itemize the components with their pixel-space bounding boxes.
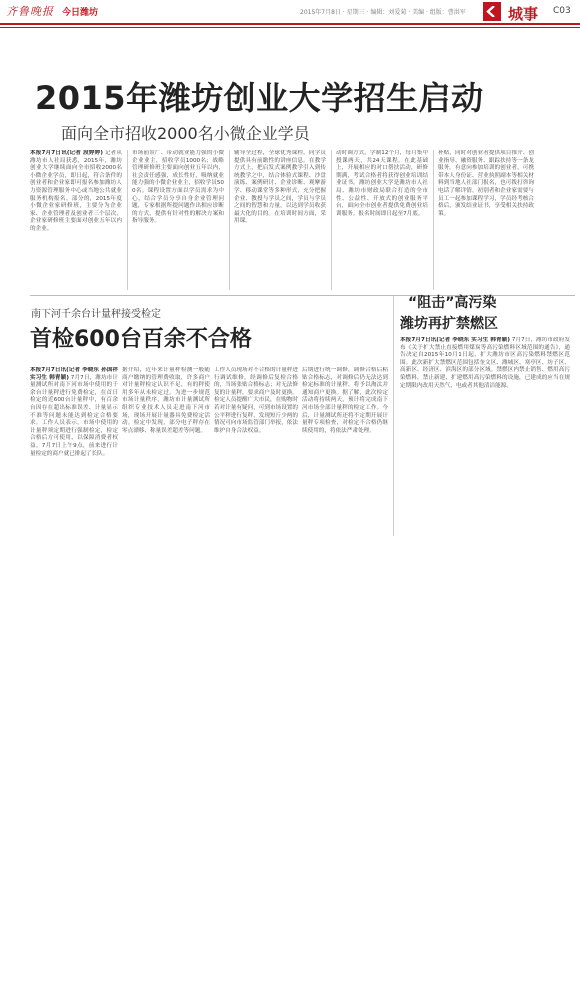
column-text: 据介绍，近年来计量秤检测一般随商户缴纳的管理费收取，许多商户对计量秤检定认识不足，有的秤使用多年从未检定过。为进一步规范市场计量秩序，潍坊市计量测试所组织专业技术人员走进南下河市场，现场开展计量器具免费检定活动。检定中发现，部分电子秤存在零点漂移、称量误差超差等问题。: [122, 367, 210, 434]
page-number: C03: [553, 6, 571, 16]
story2-headline: 首检600台百余不合格: [30, 327, 252, 352]
column-text: 辅导全过程，全球优秀课程，向学员提供具有前瞻性的讲座信息。在教学方式上，把启发式案例教学引入到传统教学之中，结合体验式课程、沙盘演练、案例研讨、企业诊断、观摩游学、移动课堂等多种形式，充分把握企业、教授与学员之间，学员与学员之间的智慧和力量，以达到学员收获最大化的目的。在培训时间方面，采用课。: [234, 150, 326, 225]
main-column-4: [336, 150, 428, 290]
story2-column-4: [302, 367, 388, 537]
column-text: 记者从潍坊市人社局获悉，2015年，潍坊创业大学继续面向全市招收2000名小微企业学员，即日起，符合条件的创业者和企业家即可报名参加潍坊人力资源管理服务中心或当地公共就业服务机构报名。部分的，2015年度小微企业家研修班，主要分为企业家、企业管理者及创业者三个层次，企业家研修班主要面对创业五年以内的企业。: [30, 150, 122, 232]
story3-headline-line1: “阻击”高污染: [408, 295, 497, 311]
blank-area: [0, 545, 580, 981]
section-label-left: 今日潍坊: [62, 8, 99, 18]
story2-column-2: [122, 367, 210, 537]
column-text: 市场前景广、带动就业能力强的小微企业业主，招收学员1000名；战略管理研修班主要面向创业五年以内，社会责任感强，成长性好，吸纳就业能力强的小微企业业主，招收学员500名。课程设置方面以学员需求为中心，结合学员分享自身企业管理问题，专家根据所提问题作出相应诊断的方式，提供有针对性的解决方案和指导服务。: [132, 150, 224, 225]
column-divider: [331, 150, 332, 290]
column-text: 7月7日，潍坊市计量测试所对南下河市场中使用的千余台计量秤进行免费检定，在首日检定的近600台计量秤中，有百余台因存在超出标准误差、计量显示不准等问题未能达到检定合格要求。工作人员表示，市场中使用的计量秤须定期进行强制检定，检定合格后方可使用，以保障消费者权益。7月7日上午9点，前来进行计量检定的商户就已排起了长队。: [30, 374, 118, 457]
column-divider: [393, 296, 394, 536]
issue-info: 2015年7月8日 · 星期三 · 编辑：刘爱菊 · 美编 · 组版：曹洪军: [300, 9, 466, 16]
main-subhead: 面向全市招收2000名小微企业学员: [61, 124, 310, 143]
story2-column-1: [30, 367, 118, 537]
story2-column-3: [214, 367, 298, 537]
main-column-1: [30, 150, 122, 290]
byline: 本报7月7日讯(记者 段婷婷): [30, 150, 103, 156]
main-column-2: [132, 150, 224, 290]
masthead: [0, 0, 580, 24]
column-text: 工作人员现场对不合格的计量秤进行调试维修，经调修后复检合格的，当场张贴合格标志；对无法修复的计量秤，要求商户及时更换。检定人员提醒广大市民，在购物时若对计量有疑问，可到市场设置的公平秤进行复秤，发现短斤少两的情况可向市场监管部门举报，依法维护自身合法权益。: [214, 367, 298, 434]
section-label-right: 城事: [508, 5, 539, 23]
main-column-3: [234, 150, 326, 290]
column-text: 后期进行统一调修，调修合格后粘贴合格标志，对调修后仍无法达到检定标准的计量秤，将予以淘汰并通知商户更换。据了解，此次检定活动将持续两天，预计将完成南下河市场全部计量秤的检定工作。今后，计量测试所还将不定期开展计量秤专项检查，对检定不合格仍继续使用的，将依法严肃处理。: [302, 367, 388, 434]
column-divider: [433, 150, 434, 290]
byline: 本报7月7日讯(记者 李晓东 实习生 韩青颖): [400, 337, 510, 343]
newspaper-logo: 齐鲁晚报: [6, 5, 54, 18]
story3-column: [400, 337, 570, 537]
column-text: 补贴，同时对创业者提供项目推介、创业指导、融资服务、跟踪扶持等一条龙服务。有意向参加培训的创业者，可携带本人身份证、营业执照副本等相关材料到当地人社部门报名，也可拨打咨询电话了解详情。初别者和企业家需要与员工一起参加课程学习，学员经考核合格后，颁发结业证书，享受相关扶持政策。: [438, 150, 534, 217]
main-column-5: [438, 150, 534, 290]
story2-kicker: 南下河千余台计量秤接受检定: [31, 309, 161, 320]
column-text: 7月7日，潍坊市政府发布《关于扩大禁止直接燃用煤炭等高污染燃料区域范围的通告》，通告决定自2015年10月1日起，扩大潍坊市区高污染燃料禁燃区范围。此次新扩大禁燃区范围包括奎文区、潍城区、寒亭区、坊子区、高新区、经济区、滨海区的部分区域。禁燃区内禁止销售、燃用高污染燃料，禁止新建、扩建燃用高污染燃料的设施，已建成的应当在规定期限内改用天然气、电或者其他清洁能源。: [400, 337, 570, 389]
header-rule-thin: [0, 27, 580, 28]
section-chevron-icon: [483, 2, 501, 21]
main-headline: 2015年潍坊创业大学招生启动: [35, 79, 484, 117]
column-divider: [229, 150, 230, 290]
header-rule: [0, 23, 580, 25]
column-divider: [127, 150, 128, 290]
column-text: 动时调方式，学制12个月，每月集中授课两天，共24天课程。在此基础上，开展相应的对口帮扶活动，研修期满，考试合格者将获得创业培训结业证书。潍坊创业大学是潍坊市人社局、潍坊市财政局联合打造的全市性、公益性、开放式的创业服务平台，面向全市创业者提供免费创业培训服务。报名时间即日起至7月底。: [336, 150, 428, 217]
story3-headline-line2: 潍坊再扩禁燃区: [400, 316, 498, 332]
byline: 本报7月7日讯(记者 李晓东 孙国祥 实习生 韩青颖): [30, 367, 118, 381]
